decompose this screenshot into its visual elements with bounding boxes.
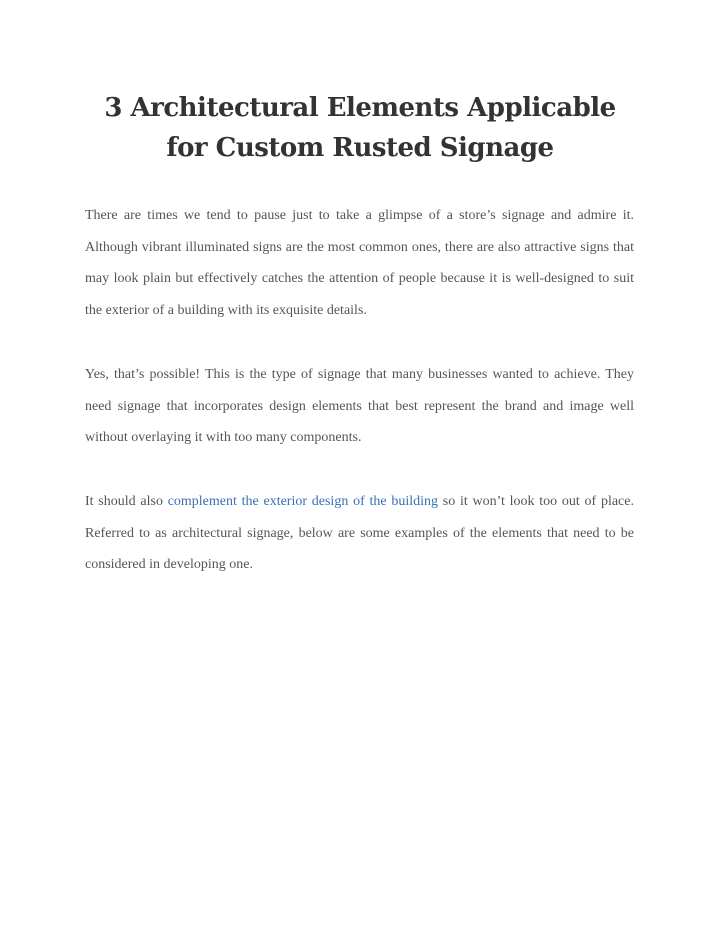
article-title-line-2: for Custom Rusted Signage (166, 133, 554, 163)
paragraph-text-after-link: so it won’t look too out of place. Referred to as architectural signage, below are some examples of the elements that need to be considered in developing one. (85, 494, 634, 573)
paragraph-intro: There are times we tend to pause just to take a glimpse of a store’s signage and admire it. Although vibrant illuminated signs are the most common ones, there are also attractive signs that may look plain but effectively catches the attention of people because it is well-designed to suit the exterior of a building with its exquisite details. (85, 208, 634, 319)
article-title (60, 88, 660, 168)
paragraph-possibility: Yes, that’s possible! This is the type of signage that many businesses wanted to achieve. They need signage that incorporates design elements that best represent the brand and image well without overlaying it with too many components. (85, 367, 634, 446)
paragraph-text-before-link: It should also (85, 494, 168, 509)
paragraph-architectural (85, 486, 634, 581)
article-title-line-1: 3 Architectural Elements Applicable (104, 93, 616, 123)
exterior-design-link[interactable]: complement the exterior design of the building (167, 494, 438, 509)
